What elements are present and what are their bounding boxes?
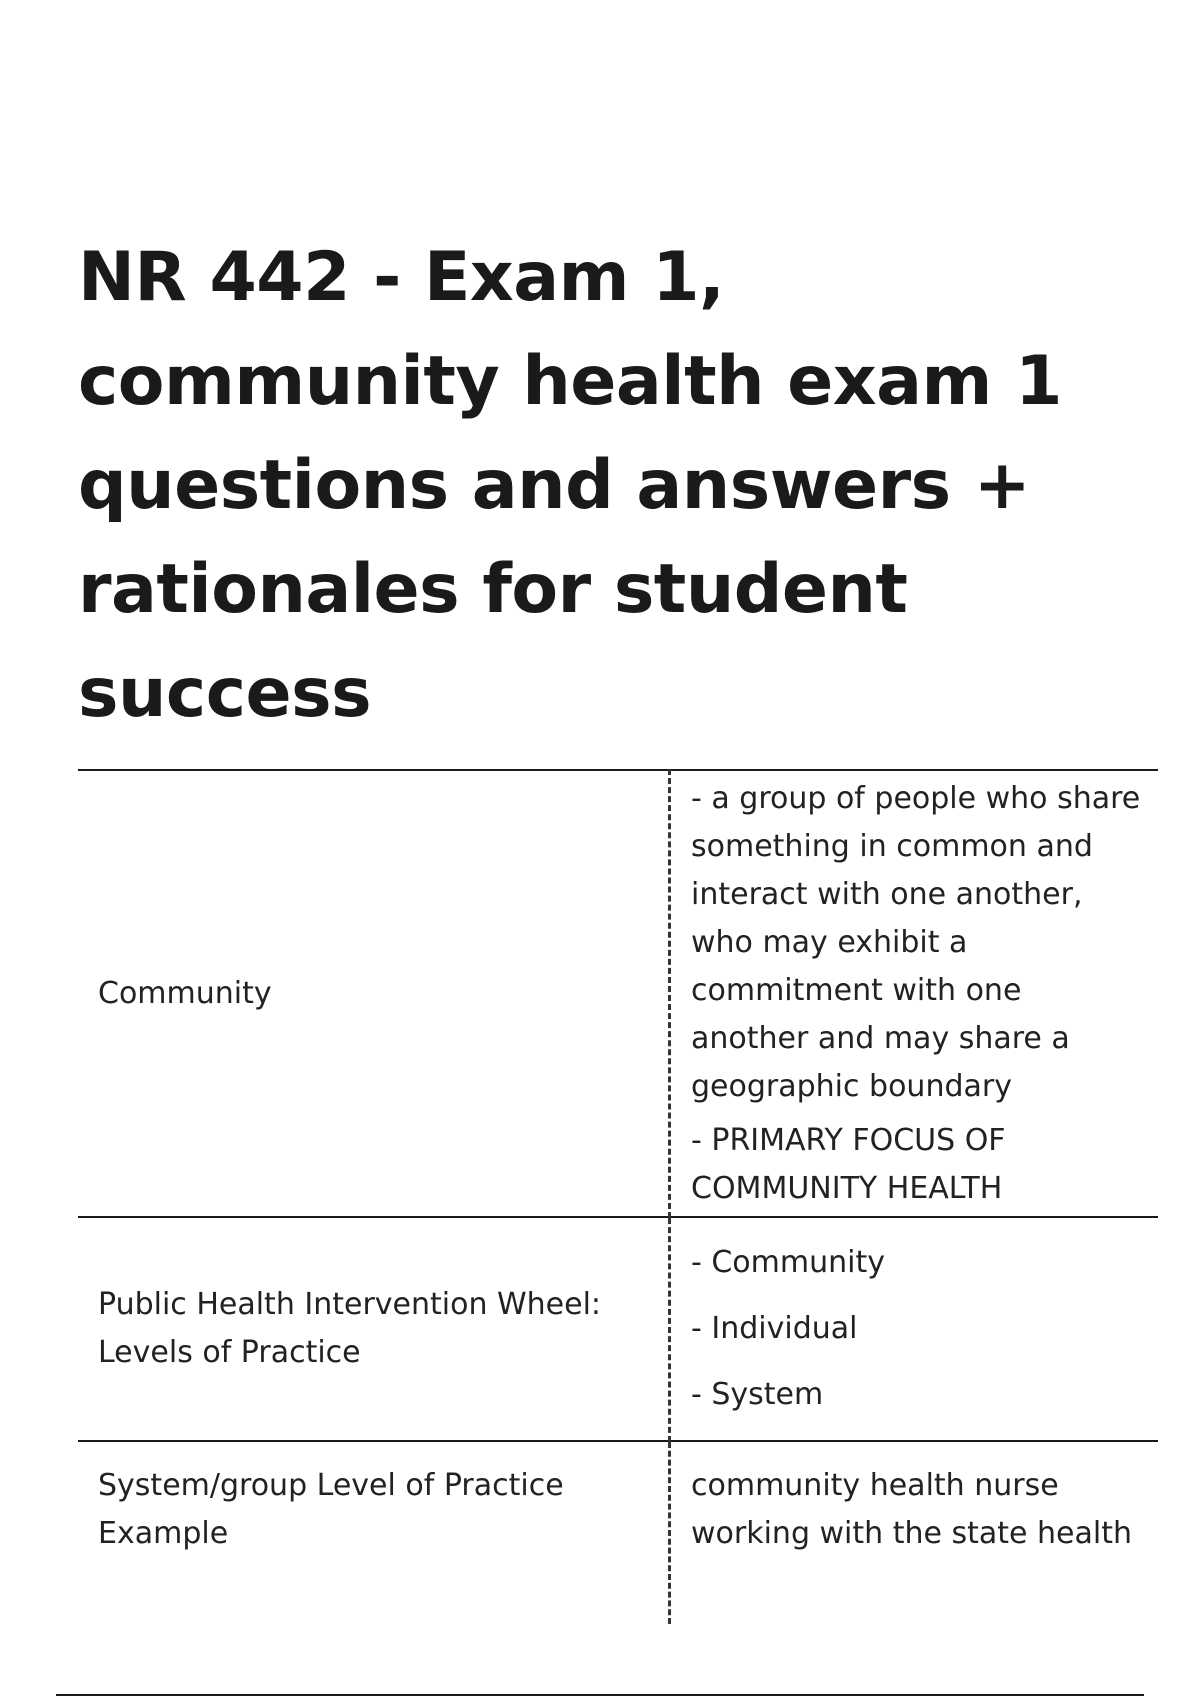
definition-line: community health nurse working with the state health: [691, 1468, 1132, 1551]
definition-line: - Community: [691, 1245, 885, 1280]
table-row: [78, 770, 1158, 1217]
term-cell: Public Health Intervention Wheel: Levels of Practice: [98, 1287, 602, 1370]
definition-cell: [670, 1441, 1159, 1624]
definition-line: - Individual: [691, 1311, 858, 1346]
page-footer-divider: [56, 1694, 1144, 1696]
table-row: [78, 1217, 1158, 1441]
flashcard-table: [78, 769, 1158, 1624]
document-title: NR 442 - Exam 1, community health exam 1 questions and answers + rationales for student success: [78, 238, 1062, 733]
definition-line: - PRIMARY FOCUS OF COMMUNITY HEALTH: [691, 1122, 1006, 1206]
table-row: [78, 1441, 1158, 1624]
definition-cell: [670, 770, 1159, 1217]
definition-line: - System: [691, 1377, 824, 1412]
definition-line: - a group of people who share something in common and interact with one another, who may exhibit a commitment with one another and may share a geographic boundary: [691, 780, 1141, 1104]
term-cell: Community: [98, 975, 272, 1011]
definition-cell: [670, 1217, 1159, 1441]
term-cell: System/group Level of Practice Example: [98, 1468, 564, 1551]
